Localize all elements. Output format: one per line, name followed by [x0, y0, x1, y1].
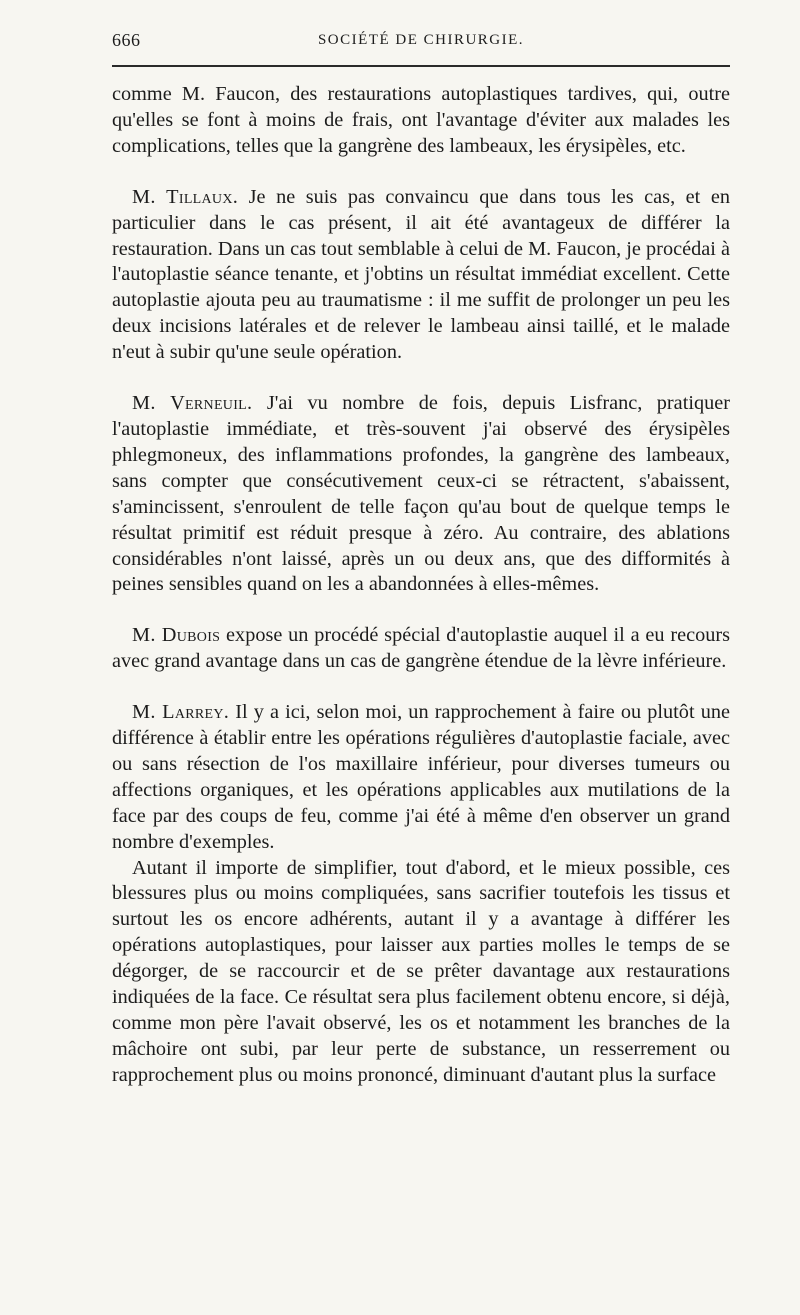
speaker-name: M. Larrey.: [132, 701, 230, 724]
paragraph-text: Je ne suis pas convaincu que dans tous les cas, et en particulier dans le cas présent, il ait été avantageux de différer la restauration. Dans un cas tout semblable à celui de M. Faucon, je procédai à l'autoplastie séance tenante, et j'obtins un résultat immédiat excellent. Cette autoplastie ajouta peu au traumatisme : il me suffit de prolonger un peu les deux incisions latérales et de relever le lambeau ainsi taillé, et le malade n'eut à subir qu'une seule opération.: [112, 185, 730, 364]
header-rule: [112, 65, 730, 67]
paragraph-text: Il y a ici, selon moi, un rapprochement à faire ou plutôt une différence à établir entre les opérations régulières d'autoplastie faciale, avec ou sans résection de l'os maxillaire inférieur, pour diverses tumeurs ou affections organiques, et les opérations applicables aux mutilations de la face par des coups de feu, comme j'ai été à même d'en observer un grand nombre d'exemples.: [112, 701, 730, 853]
speaker-name: M. Dubois: [132, 624, 221, 647]
paragraph-verneuil: [112, 391, 730, 598]
paragraph-text: expose un procédé spécial d'autoplastie auquel il a eu recours avec grand avantage dans un cas de gangrène étendue de la lèvre inférieure.: [112, 624, 730, 673]
paragraph-dubois: [112, 623, 730, 675]
paragraph-faucon-continuation: [112, 82, 730, 160]
speaker-name: M. Verneuil.: [132, 392, 253, 415]
paragraph-tillaux: [112, 185, 730, 366]
paragraph-text: comme M. Faucon, des restaurations autoplastiques tardives, qui, outre qu'elles se font à moins de frais, ont l'avantage d'éviter aux malades les complications, telles que la gangrène des lambeaux, les érysipèles, etc.: [112, 83, 730, 157]
page-number: 666: [112, 30, 141, 50]
paragraph-text: J'ai vu nombre de fois, depuis Lisfranc, pratiquer l'autoplastie immédiate, et très-souvent j'ai observé des érysipèles phlegmoneux, des inflammations profondes, la gangrène des lambeaux, sans compter que consécutivement ceux-ci se rétractent, s'abaissent, s'amincissent, s'enroulent de telle façon qu'au bout de quelque temps le résultat primitif est réduit presque à zéro. Au contraire, des ablations considérables n'ont laissé, après un ou deux ans, que des difformités à peines sensibles quand on les a abandonnées à elles-mêmes.: [112, 392, 730, 596]
paragraph-larrey-continued: [112, 856, 730, 1089]
page-header: [112, 30, 730, 56]
paragraph-larrey: [112, 700, 730, 855]
speaker-name: M. Tillaux.: [132, 185, 239, 208]
paragraph-text: Autant il importe de simplifier, tout d'abord, et le mieux possible, ces blessures plus ou moins compliquées, sans sacrifier toutefois les tissus et surtout les os encore adhérents, autant il y a avantage à différer les opérations autoplastiques, pour laisser aux parties molles le temps de se dégorger, de se raccourcir et de se prêter davantage aux restaurations indiquées de la face. Ce résultat sera plus facilement obtenu encore, si déjà, comme mon père l'avait observé, les os et notamment les branches de la mâchoire ont subi, par leur perte de substance, un resserrement ou rapprochement plus ou moins prononcé, diminuant d'autant plus la surface: [112, 856, 730, 1086]
running-title: SOCIÉTÉ DE CHIRURGIE.: [317, 32, 525, 48]
body-text: [112, 82, 730, 1089]
